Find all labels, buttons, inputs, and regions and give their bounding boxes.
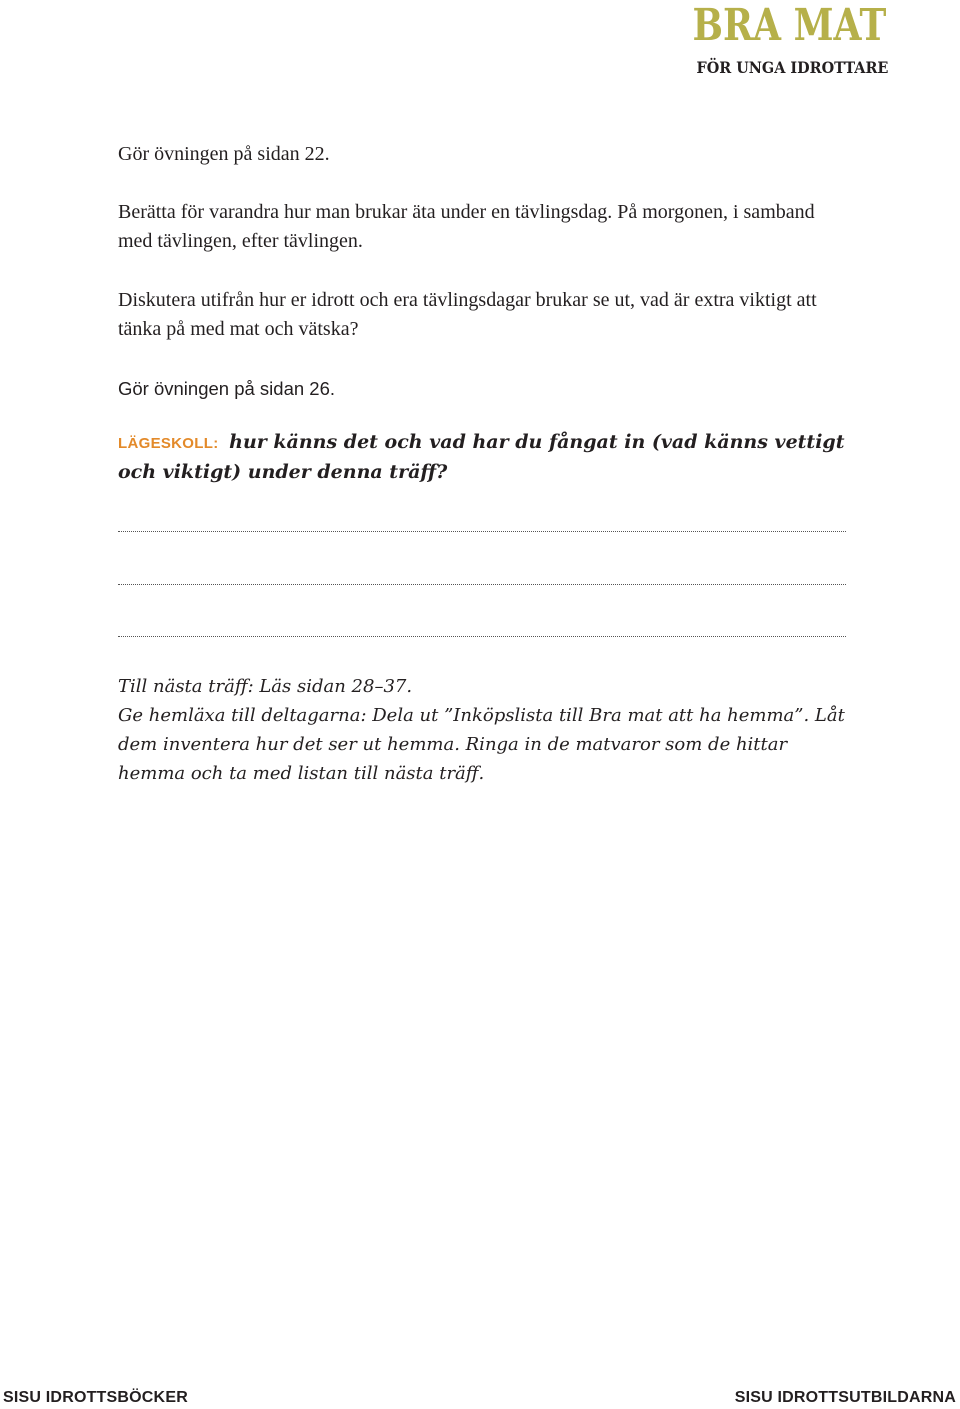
paragraph-discuss: Diskutera utifrån hur er idrott och era tävlingsdagar brukar se ut, vad är extra viktigt att tänka på med mat och vätska? [118, 289, 817, 340]
status-check [118, 428, 846, 487]
homework-block [118, 672, 846, 788]
answer-line-3[interactable] [118, 636, 846, 637]
paragraph-exercise-26: Gör övningen på sidan 26. [118, 378, 336, 399]
answer-line-1[interactable] [118, 531, 846, 532]
next-meeting-text: Till nästa träff: Läs sidan 28–37. [118, 676, 413, 697]
footer-publisher-right: SISU IDROTTSUTBILDARNA [734, 1389, 956, 1406]
logo-title: BRA MAT [692, 0, 886, 51]
status-check-text: hur känns det och vad har du fångat in (vad känns vettigt och viktigt) under denna träff? [118, 431, 845, 483]
logo [650, 2, 886, 77]
answer-line-2[interactable] [118, 584, 846, 585]
status-check-label: LÄGESKOLL: [118, 435, 219, 452]
homework-text: Ge hemläxa till deltagarna: Dela ut ”Inköpslista till Bra mat att ha hemma”. Låt dem inventera hur det ser ut hemma. Ringa in de matvaror som de hittar hemma och ta med listan till nästa träff. [118, 705, 845, 784]
logo-subtitle: FÖR UNGA IDROTTARE [696, 58, 888, 77]
paragraph-exercise-22: Gör övningen på sidan 22. [118, 143, 330, 165]
paragraph-competition-day: Berätta för varandra hur man brukar äta under en tävlingsdag. På morgonen, i samband med tävlingen, efter tävlingen. [118, 201, 815, 252]
footer-publisher-left: SISU IDROTTSBÖCKER [3, 1389, 188, 1406]
